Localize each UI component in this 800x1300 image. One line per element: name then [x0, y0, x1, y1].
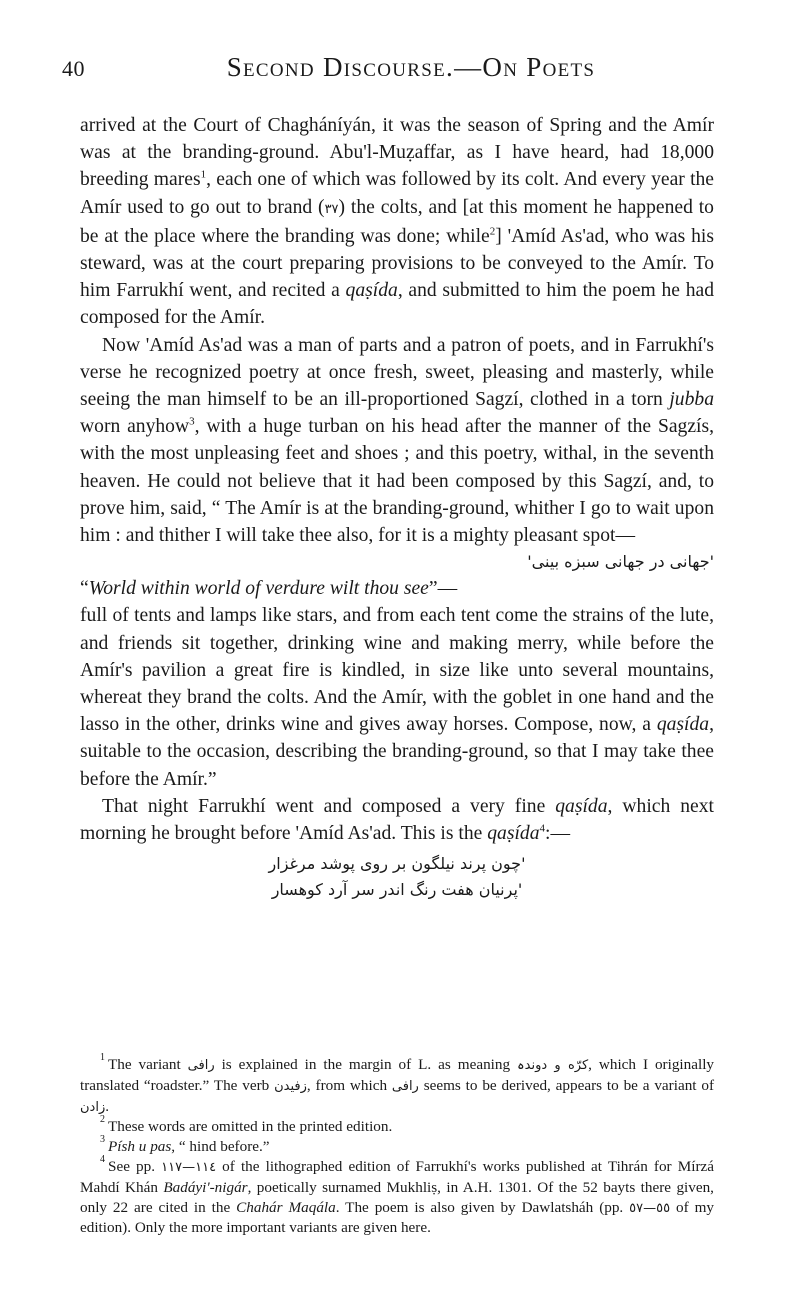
footnote-1: $^1$ The variant رافی is explained in the margin of L. as meaning کرّه و دوندہ, which I originally translated “roadster.” The verb زفیدن, from which رافی seems to be derived, appears to be a variant of زادن. — [80, 1052, 715, 1115]
footnote-mark: 1 — [100, 1052, 105, 1063]
footnote-mark: 2 — [100, 1114, 105, 1126]
footnote-ref-1[interactable]: 1 — [200, 168, 207, 181]
paragraph-3: full of tents and lamps like stars, and from each tent come the strains of the lute, and friends sit together, drinking wine and making merry, while before the Amír's pavilion a great fire is kindled, in size like unto several mountains, whereat they brand the colts. And the Amír, with the goblet in one hand and the lasso in the other, drinks wine and gives away horses. Compose, now, a qaṣída, suitable to the occasion, describing the branding-ground, so that I may take thee before the Amír.” — [80, 605, 714, 790]
running-head: Second Discourse.—On Poets — [226, 52, 596, 82]
footnote-ref-2[interactable]: 2 — [489, 225, 496, 238]
footnote-ref-4[interactable]: 4 — [539, 822, 545, 835]
footnote-mark: 4 — [100, 1153, 105, 1165]
persian-verse-line: 'جهانی در جهانی سبزه بینی' — [527, 552, 714, 572]
footnotes — [80, 1052, 715, 1238]
couplet-line-2: 'پرنیان هفت رنگ اندر سر آرد کوهسار — [271, 880, 523, 900]
paragraph-2: Now 'Amíd As'ad was a man of parts and a patron of poets, and in Farrukhí's verse he recognized poetry at once fresh, sweet, pleasing and masterly, while seeing the man himself to be an ill-proportioned Sagzí, clothed in a torn jubba worn anyhow$^3$, with a huge turban on his head after the manner of the Sagzís, with the most unpleasing feet and shoes ; and this poetry, withal, in the seventh heaven. He could not believe that it had been composed by this Sagzí, and, to prove him, said, “ The Amír is at the branding-ground, whither I go to wait upon him : and thither I will take thee also, for it is a mighty pleasant spot— — [80, 334, 714, 547]
main-text — [80, 112, 714, 907]
couplet-line-1: 'چون پرند نیلگون بر روی پوشد مرغزار — [268, 854, 526, 874]
footnote-ref-3[interactable]: 3 — [189, 415, 195, 428]
paragraph-1: arrived at the Court of Chagháníyán, it was the season of Spring and the Amír was at the branding-ground. Abu'l-Muẓaffar, as I have heard, had 18,000 breeding mares$^1$, each one of which was followed by its colt. And every year the Amír used to go out to brand (٣٧) the colts, and [at this moment he happened to be at the place where the branding was done; while$^2$] 'Amíd As'ad, who was his steward, was at the court preparing provisions to be conveyed to the Amír. To him Farrukhí went, and recited a qaṣída, and submitted to him the poem he had composed for the Amír. — [80, 115, 715, 329]
footnote-3: $^3$ Písh u pas, “ hind before.” — [100, 1134, 270, 1156]
verse-translation: “World within world of verdure wilt thou see”— — [80, 578, 458, 600]
page-header — [62, 44, 720, 88]
page-number: 40 — [62, 56, 85, 81]
arabic-numeral: ٣٧ — [324, 201, 339, 217]
footnote-4: $^4$ See pp. ١١٤—١١٧ of the lithographed edition of Farrukhí's works published at Tihrán for Mírzá Mahdí Khán Badáyi'-nigár, poetically surnamed Mukhliṣ, in A.H. 1301. Of the 52 bayts there given, only 22 are cited in the Chahár Maqála. The poem is also given by Dawlatsháh (pp. ٥٥—٥٧ of my edition). Only the more important variants are given here. — [80, 1153, 714, 1237]
footnote-2: $^2$ These words are omitted in the printed edition. — [100, 1114, 393, 1136]
persian-couplet — [80, 851, 714, 903]
footnote-mark: 3 — [100, 1134, 105, 1146]
paragraph-4: That night Farrukhí went and composed a very fine qaṣída, which next morning he brought before 'Amíd As'ad. This is the qaṣída$^4$:— — [80, 795, 714, 845]
